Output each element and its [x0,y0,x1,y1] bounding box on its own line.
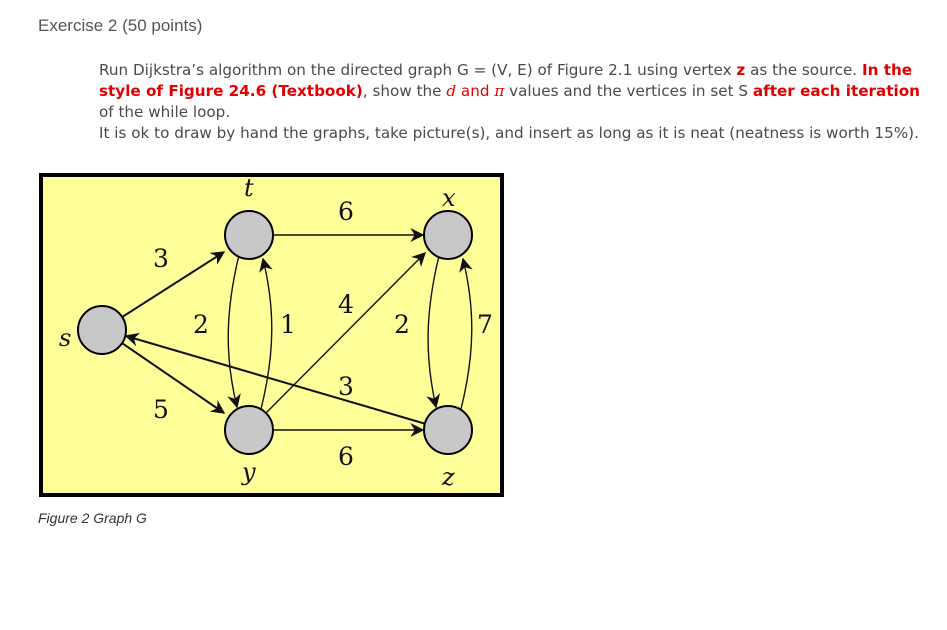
pi-symbol: π [494,82,505,100]
instruction-paragraph-1: Run Dijkstra’s algorithm on the directed graph G = (V, E) of Figure 2.1 using vertex z as the source. In the style of Figure 24.6 (Textbook), show the d and π values and the vertices in set S after each iteration of the while loop. [99,61,920,121]
vertex-label-y: y [242,458,256,486]
weight-y-x: 4 [338,290,354,319]
weight-s-y: 5 [153,395,169,424]
figure-caption: Figure 2 Graph G [38,510,147,526]
weight-t-y: 2 [193,310,209,339]
vertex-label-t: t [244,174,254,202]
instructions [99,60,939,144]
vertex-x [424,211,472,259]
after-iteration-emphasis: after each iteration [752,82,920,100]
weight-t-x: 6 [338,197,354,226]
vertex-t [225,211,273,259]
graph-diagram [39,173,504,497]
instruction-paragraph-2: It is ok to draw by hand the graphs, take picture(s), and insert as long as it is neat (neatness is worth 15%). [99,124,919,142]
weight-y-z: 6 [338,442,354,471]
source-vertex: z [736,61,746,79]
vertex-s [78,306,126,354]
vertex-z [424,406,472,454]
weight-y-t: 1 [280,310,296,339]
weight-z-s: 3 [338,372,354,401]
vertex-y [225,406,273,454]
vertex-label-z: z [442,463,455,491]
vertex-label-s: s [59,324,72,352]
graph-figure [39,173,504,497]
weight-s-t: 3 [153,244,169,273]
d-symbol: d [446,82,457,100]
weight-z-x: 7 [477,310,493,339]
style-reference: In the style of Figure 24.6 (Textbook) [99,61,913,100]
vertex-label-x: x [442,184,456,212]
weight-x-z: 2 [394,310,410,339]
exercise-heading: Exercise 2 (50 points) [38,16,203,35]
